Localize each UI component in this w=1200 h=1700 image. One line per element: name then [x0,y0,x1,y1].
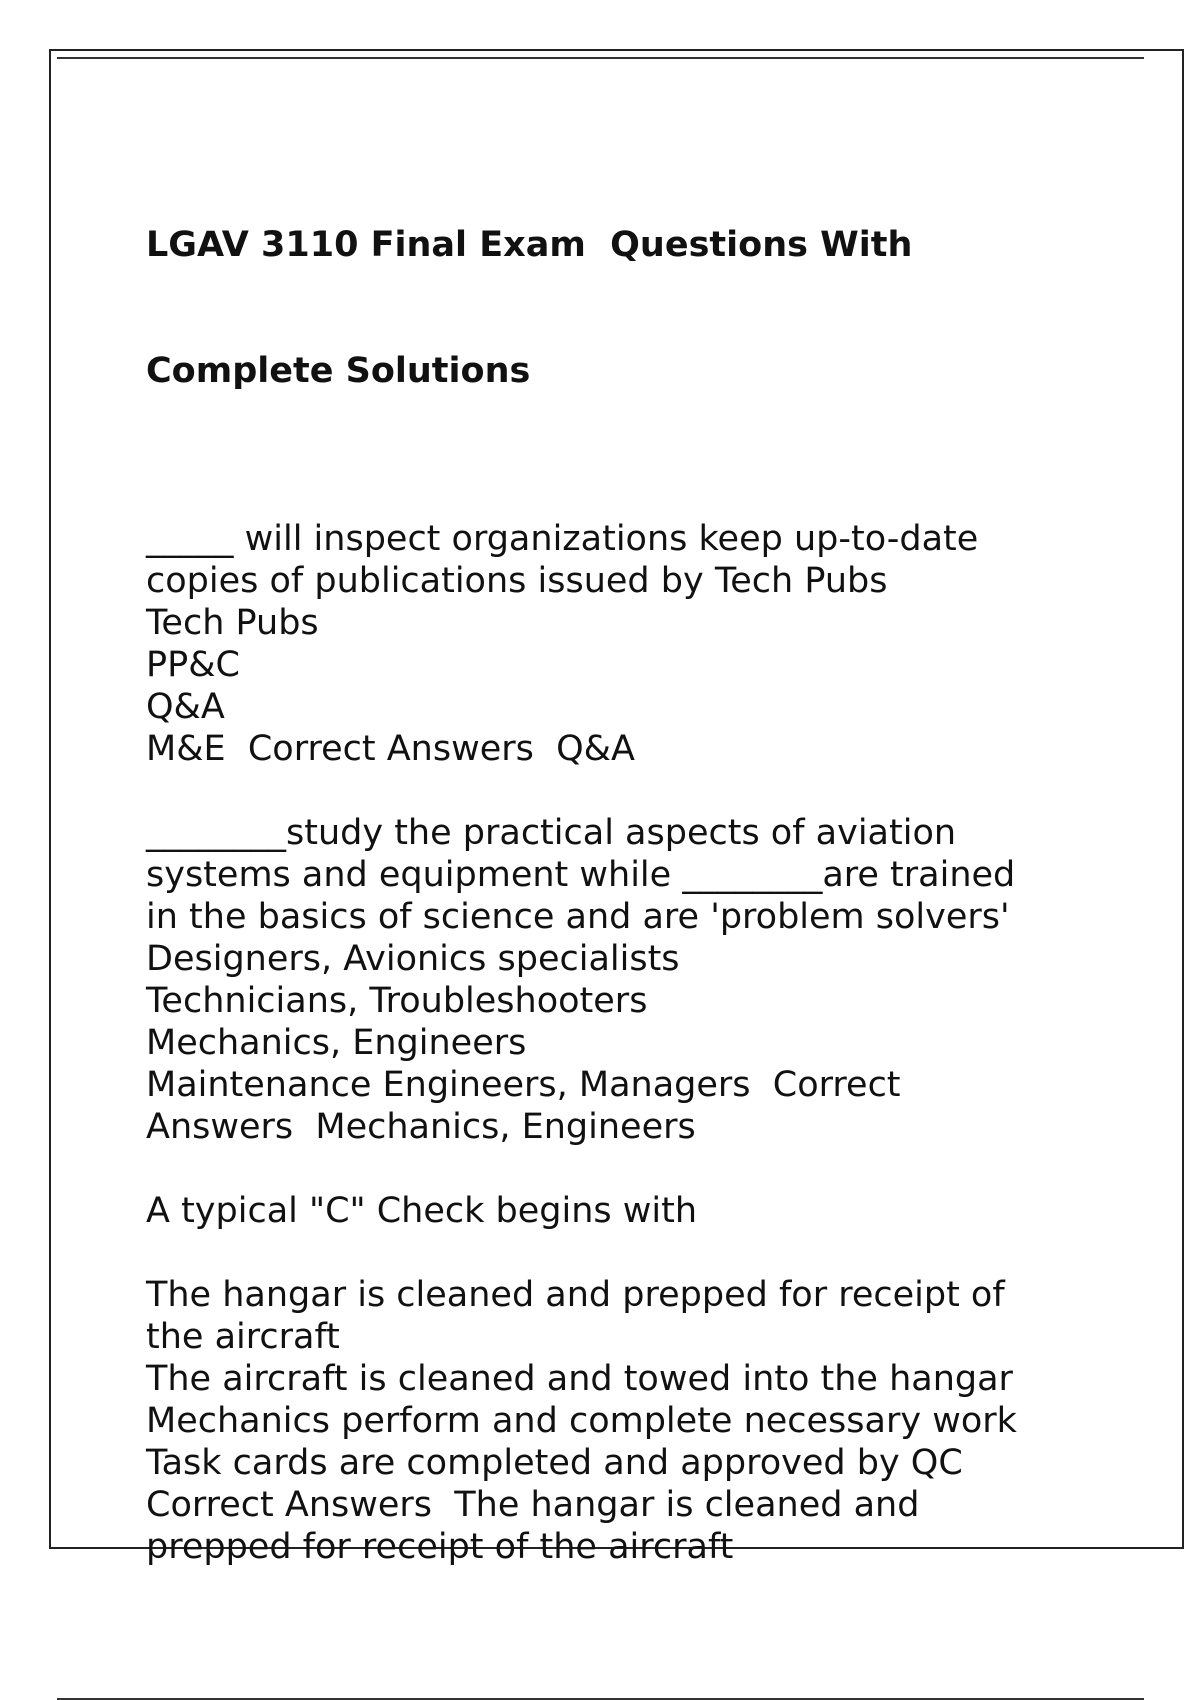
correct-answer-line: prepped for receipt of the aircraft [146,1527,734,1567]
answer-option: PP&C [146,645,240,685]
question-block [146,518,1066,770]
answer-option: Mechanics perform and complete necessary work [146,1401,1017,1441]
answer-option: Designers, Avionics specialists [146,939,680,979]
document-title-line: LGAV 3110 Final Exam Questions With [146,225,913,265]
question-text-line: in the basics of science and are 'problem solvers' [146,897,1010,937]
answer-option: Mechanics, Engineers [146,1023,527,1063]
answer-option: Task cards are completed and approved by QC [146,1443,963,1483]
question-text-line: copies of publications issued by Tech Pubs [146,561,888,601]
answer-option: The hangar is cleaned and prepped for receipt of [146,1275,1005,1315]
answer-option: Q&A [146,687,225,727]
answer-option: Technicians, Troubleshooters [146,981,648,1021]
question-text-line: _____ will inspect organizations keep up-to-date [146,519,979,559]
correct-answer-line: Answers Mechanics, Engineers [146,1107,696,1147]
answer-option: Tech Pubs [146,603,319,643]
answer-option-continuation: the aircraft [146,1317,340,1357]
document-title [146,140,1066,476]
question-text-line: ________study the practical aspects of aviation [146,813,957,853]
question-text-line: A typical "C" Check begins with [146,1191,698,1231]
answer-option: The aircraft is cleaned and towed into the hangar [146,1359,1013,1399]
question-block [146,812,1066,1148]
question-block [146,1190,1066,1568]
blank-line [146,1232,1066,1274]
answer-option-with-correct-answer: M&E Correct Answers Q&A [146,729,635,769]
document-title-line: Complete Solutions [146,351,531,391]
correct-answer-line: Correct Answers The hangar is cleaned and [146,1485,920,1525]
document-content [146,140,1066,1610]
answer-option-with-correct-answer: Maintenance Engineers, Managers Correct [146,1065,901,1105]
question-text-line: systems and equipment while ________are trained [146,855,1016,895]
